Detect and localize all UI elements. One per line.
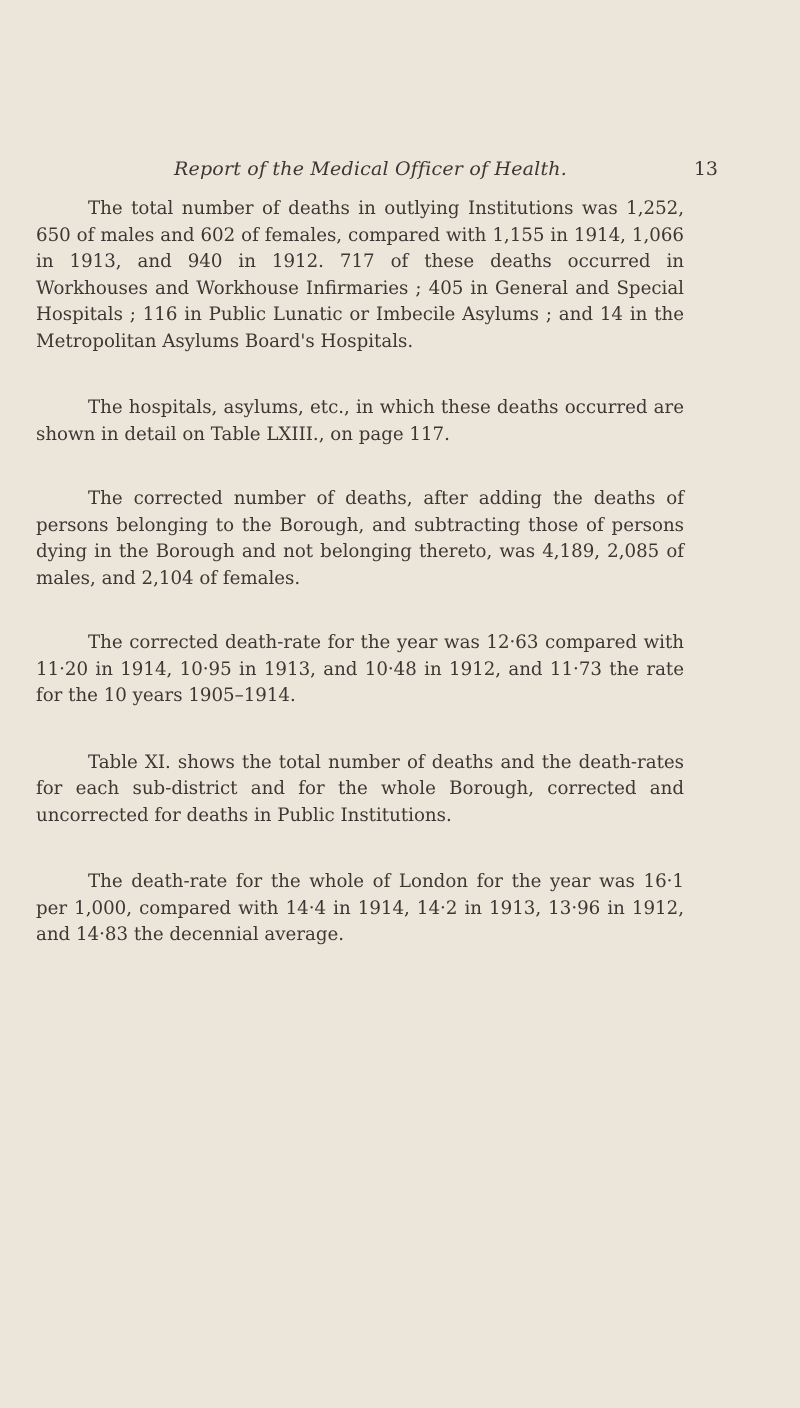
- paragraph-table-xi: Table XI. shows the total number of deaths and the death-rates for each sub-district and for the whole Borough, corrected and uncorrected for deaths in Public Institutions.: [36, 751, 684, 826]
- paragraph-corrected-deaths: The corrected number of deaths, after adding the deaths of persons belonging to the Borough, and subtracting those of persons dying in the Borough and not belonging thereto, was 4,189, 2,085 of males, and 2,104 of females.: [36, 488, 684, 589]
- page-number: 13: [693, 158, 718, 180]
- paragraph-london-death-rate: The death-rate for the whole of London for the year was 16·1 per 1,000, compared with 14·4 in 1914, 14·2 in 1913, 13·96 in 1912, and 14·83 the decennial average.: [36, 871, 684, 945]
- paragraph-outlying-institution-deaths: The total number of deaths in outlying Institutions was 1,252, 650 of males and 602 of females, compared with 1,155 in 1914, 1,066 in 1913, and 940 in 1912. 717 of these deaths occurred in Workhouses and Workhouse Infirmaries ; 405 in General and Special Hospitals ; 116 in Public Lunatic or Imbecile Asylums ; and 14 in the Metropolitan Asylums Board's Hospitals.: [36, 198, 684, 352]
- paragraph-corrected-death-rate: The corrected death-rate for the year was 12·63 compared with 11·20 in 1914, 10·95 in 1913, and 10·48 in 1912, and 11·73 the rate for the 10 years 1905–1914.: [36, 632, 684, 706]
- body-text: [36, 196, 684, 989]
- paragraph-hospitals-asylums: The hospitals, asylums, etc., in which these deaths occurred are shown in detail on Table LXIII., on page 117.: [36, 397, 684, 445]
- running-head: [36, 158, 718, 188]
- running-title: Report of the Medical Officer of Health.: [174, 158, 567, 180]
